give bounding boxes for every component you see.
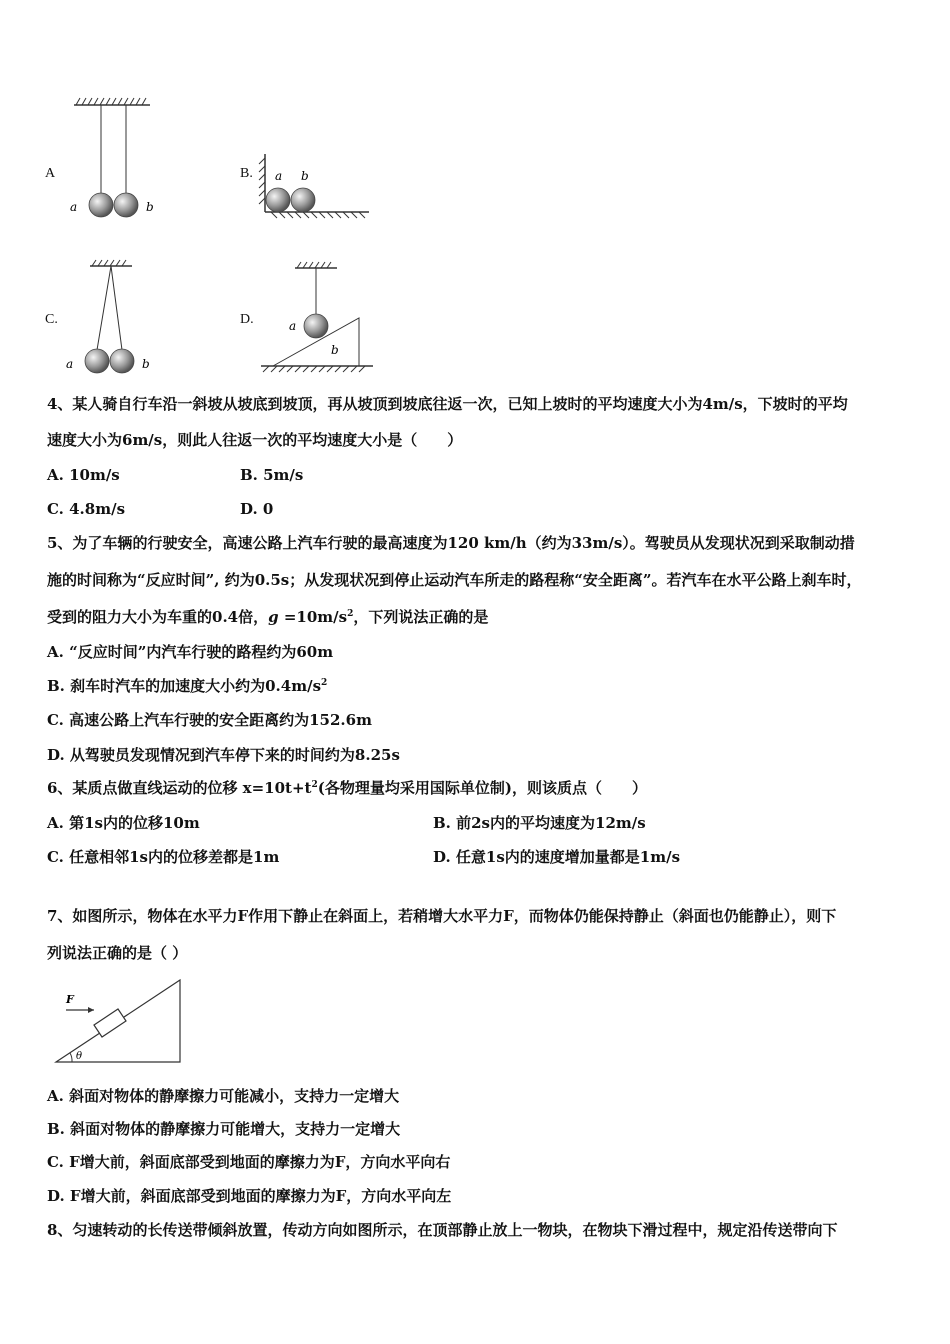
q6-option-a[interactable]: A. 第1s内的位移10m (47, 814, 200, 832)
ball-a-label: a (70, 200, 78, 214)
q4-stem-line2: 速度大小为6m/s，则此人往返一次的平均速度大小是（ ） (47, 431, 463, 449)
q4-stem-line1: 4、某人骑自行车沿一斜坡从坡底到坡顶，再从坡顶到坡底往返一次，已知上坡时的平均速度大小为4m/s，下坡时的平均 (47, 395, 848, 413)
ball-b-label: b (146, 200, 154, 214)
svg-text:b: b (301, 169, 309, 183)
q7-option-b[interactable]: B. 斜面对物体的静摩擦力可能增大，支持力一定增大 (47, 1120, 401, 1138)
q7-option-c[interactable]: C. F增大前，斜面底部受到地面的摩擦力为F，方向水平向右 (47, 1153, 451, 1171)
option-a-label: A (45, 166, 56, 181)
figure-q7-block-on-incline (50, 975, 190, 1070)
q8-stem-line1: 8、匀速转动的长传送带倾斜放置，传动方向如图所示，在顶部静止放上一物块，在物块下滑过程中，规定沿传送带向下 (47, 1221, 838, 1239)
svg-text:a: a (66, 357, 74, 371)
q5-option-c[interactable]: C. 高速公路上汽车行驶的安全距离约为152.6m (47, 711, 372, 729)
figure-c-converging-strings (60, 258, 170, 378)
svg-text:b: b (331, 343, 339, 357)
option-b-label: B. (240, 166, 253, 181)
q7-stem-line1: 7、如图所示，物体在水平力F作用下静止在斜面上，若稍增大水平力F，而物体仍能保持静止（斜面也仍能静止），则下 (47, 907, 837, 925)
svg-text:a: a (289, 319, 297, 333)
force-label: F (66, 993, 74, 1006)
figure-a-hanging-balls (60, 95, 170, 225)
q5-stem-line2: 施的时间称为“反应时间”, 约为0.5s；从发现状况到停止运动汽车所走的路程称“安全距离”。若汽车在水平公路上刹车时， (47, 571, 862, 589)
q6-stem: 6、某质点做直线运动的位移 $x=10t+t^2$(各物理量均采用国际单位制)，则该质点（ ） (47, 779, 647, 797)
q4-option-d[interactable]: D. 0 (240, 500, 274, 518)
q4-option-a[interactable]: A. 10m/s (47, 466, 120, 484)
q7-stem-line2: 列说法正确的是（ ） (47, 944, 188, 962)
q4-option-b[interactable]: B. 5m/s (240, 466, 304, 484)
q5-stem-line1: 5、为了车辆的行驶安全，高速公路上汽车行驶的最高速度为120 km/h（约为33m/s）。驾驶员从发现状况到采取制动措 (47, 534, 855, 552)
figure-d-ball-on-incline (255, 262, 380, 377)
q6-option-c[interactable]: C. 任意相邻1s内的位移差都是1m (47, 848, 280, 866)
figure-b-wall-floor-balls (255, 150, 375, 225)
q5-stem-line3: 受到的阻力大小为车重的0.4倍，$g =10m/s^2$，下列说法正确的是 (47, 608, 489, 626)
q5-option-b[interactable]: B. 刹车时汽车的加速度大小约为$0.4m/s^2$ (47, 677, 328, 695)
angle-label: θ (76, 1051, 83, 1062)
svg-text:a: a (275, 169, 283, 183)
q7-option-a[interactable]: A. 斜面对物体的静摩擦力可能减小，支持力一定增大 (47, 1087, 400, 1105)
q4-option-c[interactable]: C. 4.8m/s (47, 500, 126, 518)
option-c-label: C. (45, 312, 58, 327)
svg-text:b: b (142, 357, 150, 371)
q7-option-d[interactable]: D. F增大前，斜面底部受到地面的摩擦力为F，方向水平向左 (47, 1187, 452, 1205)
q6-option-d[interactable]: D. 任意1s内的速度增加量都是1m/s (433, 848, 681, 866)
q5-option-a[interactable]: A. “反应时间”内汽车行驶的路程约为60m (47, 643, 334, 661)
q6-option-b[interactable]: B. 前2s内的平均速度为12m/s (433, 814, 646, 832)
q5-option-d[interactable]: D. 从驾驶员发现情况到汽车停下来的时间约为8.25s (47, 746, 400, 764)
option-d-label: D. (240, 312, 254, 327)
